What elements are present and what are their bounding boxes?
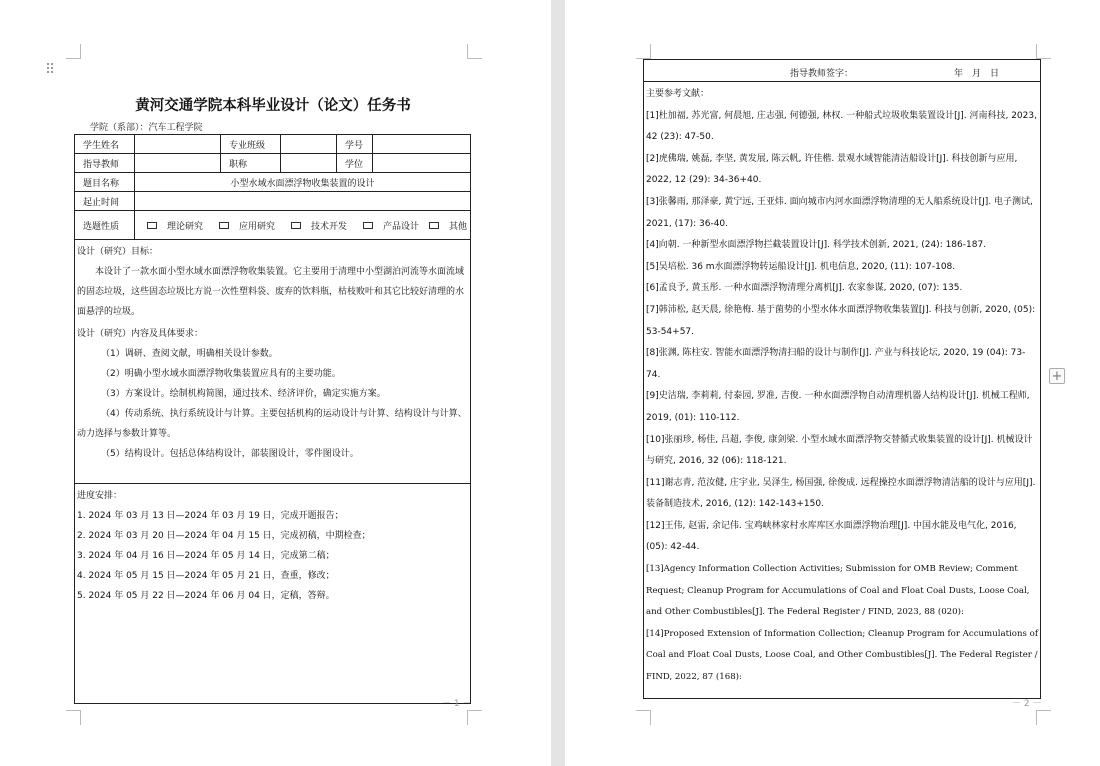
schedule — [77, 486, 469, 606]
list-item: 4. 2024 年 05 月 15 日—2024 年 05 月 21 日，查重，修改； — [77, 571, 335, 581]
list-item: [6]孟良予, 黄玉彤. 一种水面漂浮物清理分离机[J]. 农家参谋, 2020, (07): 135. — [646, 283, 963, 294]
list-item: [5]吴培松. 36 m水面漂浮物转运船设计[J]. 机电信息, 2020, (11): 107-108. — [646, 261, 956, 272]
topic-value[interactable]: 小型水域水面漂浮物收集装置的设计 — [230, 178, 375, 189]
table-row — [75, 192, 470, 211]
student-id-value[interactable] — [373, 135, 470, 153]
crop-mark — [467, 44, 482, 59]
degree-value[interactable] — [373, 154, 470, 172]
list-item: [8]张渊, 陈柱安. 智能水面漂浮物清扫船的设计与制作[J]. 产业与科技论坛, 2020, 19 (04): 73-74. — [646, 348, 1026, 380]
crop-mark — [66, 710, 81, 725]
student-id-label: 学号 — [345, 140, 364, 151]
task-form-table — [74, 134, 471, 704]
list-item: [11]谢志青, 范汝健, 庄宇业, 吴泽生, 杨国强, 徐俊成. 远程操控水面漂浮物清洁船的设计与应用[J]. 装备制造技术, 2016, (12): 142-143+150. — [646, 477, 1036, 510]
list-item: [14]Proposed Extension of Information Collection; Cleanup Program for Accumulations of Coal and Float Coal Dusts, Loose Coal, and Other Combustibles[J]. The Federal Register / FIND, 2022, 87 (168): — [646, 628, 1039, 683]
page-gutter — [551, 0, 565, 766]
list-item: [7]韩沛松, 赵天晨, 徐艳梅. 基于菌势的小型水体水面漂浮物收集装置[J]. 科技与创新, 2020, (05): 53-54+57. — [646, 304, 1036, 337]
topic-label: 题目名称 — [83, 178, 120, 189]
nature-option-other[interactable]: 其他 — [429, 211, 467, 239]
references — [646, 84, 1038, 689]
crop-mark — [1036, 710, 1051, 725]
major-class-label: 专业班级 — [229, 140, 266, 151]
design-goal — [77, 242, 469, 322]
list-item: 1. 2024 年 03 月 13 日—2024 年 03 月 19 日，完成开题报告； — [77, 511, 344, 521]
list-item: （3）方案设计。绘制机构简图，通过技术、经济评价，确定实施方案。 — [101, 389, 386, 399]
list-item: [10]张丽珍, 杨佳, 吕超, 李俊, 康剑梁. 小型水域水面漂浮物交替循式收集装置的设计[J]. 机械设计与研究, 2016, 32 (06): 118-121. — [646, 434, 1033, 467]
list-item: （5）结构设计。包括总体结构设计，部装图设计，零件图设计。 — [101, 449, 359, 459]
checkbox-icon — [363, 222, 373, 229]
advisor-label: 指导教师 — [83, 159, 120, 170]
list-item: 3. 2024 年 04 月 16 日—2024 年 05 月 14 日，完成第二稿； — [77, 551, 335, 561]
goal-body: 本设计了一款水面小型水域水面漂浮物收集装置。它主要用于清理中小型湖泊河流等水面流域的固态垃圾，这些固态垃圾比方说一次性塑料袋、废弃的饮料瓶，枯枝败叶和其它比较好清理的水面悬浮的垃圾。 — [77, 267, 465, 317]
list-item: 2. 2024 年 03 月 20 日—2024 年 04 月 15 日，完成初稿，中期检查； — [77, 531, 371, 541]
table-row — [75, 211, 470, 240]
nature-option-tech[interactable]: 技术开发 — [291, 211, 347, 239]
list-item: [1]杜加福, 苏光富, 何晨旭, 庄志强, 何德强, 林权. 一种船式垃圾收集装置设计[J]. 河南科技, 2023, 42 (23): 47-50. — [646, 110, 1037, 143]
list-item: [12]王伟, 赵雷, 余记伟. 宝鸡峡林家村水库库区水面漂浮物治理[J]. 中国水能及电气化, 2016, (05): 42-44. — [646, 520, 1017, 553]
nature-label: 选题性质 — [83, 221, 120, 232]
list-item: [13]Agency Information Collection Activities; Submission for OMB Review; Comment Request; Cleanup Program for Accumulations of Coal and Float Coal Dusts, Loose Coal, and Other Combustibles[J]. The Federal Register / FIND, 2023, 88 (020): — [646, 564, 1030, 618]
checkbox-icon — [147, 222, 157, 229]
list-item: [2]虎佛瑞, 姚磊, 李坚, 黄发展, 陈云帆, 许佳楷. 景观水域智能清洁船设计[J]. 科技创新与应用, 2022, 12 (29): 34-36+40. — [646, 153, 1018, 186]
crop-mark — [1036, 44, 1051, 59]
nature-option-product[interactable]: 产品设计 — [363, 211, 419, 239]
checkbox-icon — [429, 222, 439, 229]
page-number: － 2 － — [1012, 699, 1042, 709]
student-name-value[interactable] — [135, 135, 221, 153]
period-label: 起止时间 — [83, 197, 120, 208]
advisor-value[interactable] — [135, 154, 221, 172]
student-name-label: 学生姓名 — [83, 140, 120, 151]
major-class-value[interactable] — [281, 135, 337, 153]
content-heading: 设计（研究）内容及具体要求： — [77, 329, 204, 339]
advisor-signature-label: 指导教师签字： — [790, 69, 854, 79]
add-icon[interactable]: + — [1049, 368, 1065, 384]
crop-mark — [636, 44, 651, 59]
signature-row — [644, 60, 1040, 82]
table-row — [75, 154, 470, 173]
list-item: （1）调研、查阅文献，明确相关设计参数。 — [101, 349, 278, 359]
crop-mark — [467, 710, 482, 725]
references-table — [643, 59, 1041, 699]
degree-label: 学位 — [345, 159, 364, 170]
signature-date: 年 月 日 — [954, 69, 1000, 79]
list-item: [4]向朝. 一种新型水面漂浮物拦截装置设计[J]. 科学技术创新, 2021, (24): 186-187. — [646, 240, 987, 251]
college-line: 学院（系部）：汽车工程学院 — [90, 123, 203, 133]
list-item: （2）明确小型水域水面漂浮物收集装置应具有的主要功能。 — [101, 369, 341, 379]
page-title: 黄河交通学院本科毕业设计（论文）任务书 — [135, 97, 411, 114]
drag-handle-icon[interactable]: ⠿ — [45, 62, 55, 78]
list-item: [9]史洁瑞, 李莉莉, 付泰园, 罗准, 吉俊. 一种水面漂浮物自动清理机器人结构设计[J]. 机械工程师, 2019, (01): 110-112. — [646, 391, 1030, 423]
schedule-heading: 进度安排： — [77, 491, 123, 501]
title-rank-label: 职称 — [229, 159, 248, 170]
table-row — [75, 135, 470, 154]
list-item: 5. 2024 年 05 月 22 日—2024 年 06 月 04 日，定稿，答辩。 — [77, 591, 335, 601]
checkbox-icon — [291, 222, 301, 229]
table-row — [75, 173, 470, 192]
checkbox-icon — [219, 222, 229, 229]
crop-mark — [66, 44, 81, 59]
title-rank-value[interactable] — [281, 154, 337, 172]
page-number: － 1 － — [442, 699, 472, 709]
list-item: （4）传动系统、执行系统设计与计算。主要包括机构的运动设计与计算、结构设计与计算、动力选择与参数计算等。 — [77, 409, 467, 439]
nature-option-theory[interactable]: 理论研究 — [147, 211, 203, 239]
period-value[interactable] — [135, 192, 470, 210]
list-item: [3]张馨雨, 那泽豪, 黄宁远, 王亚炜. 面向城市内河水面漂浮物清理的无人船系统设计[J]. 电子测试, 2021, (17): 36-40. — [646, 196, 1033, 229]
refs-heading: 主要参考文献： — [646, 89, 710, 99]
design-content — [77, 324, 469, 464]
nature-option-applied[interactable]: 应用研究 — [219, 211, 275, 239]
goal-heading: 设计（研究）目标： — [77, 247, 159, 257]
crop-mark — [636, 710, 651, 725]
